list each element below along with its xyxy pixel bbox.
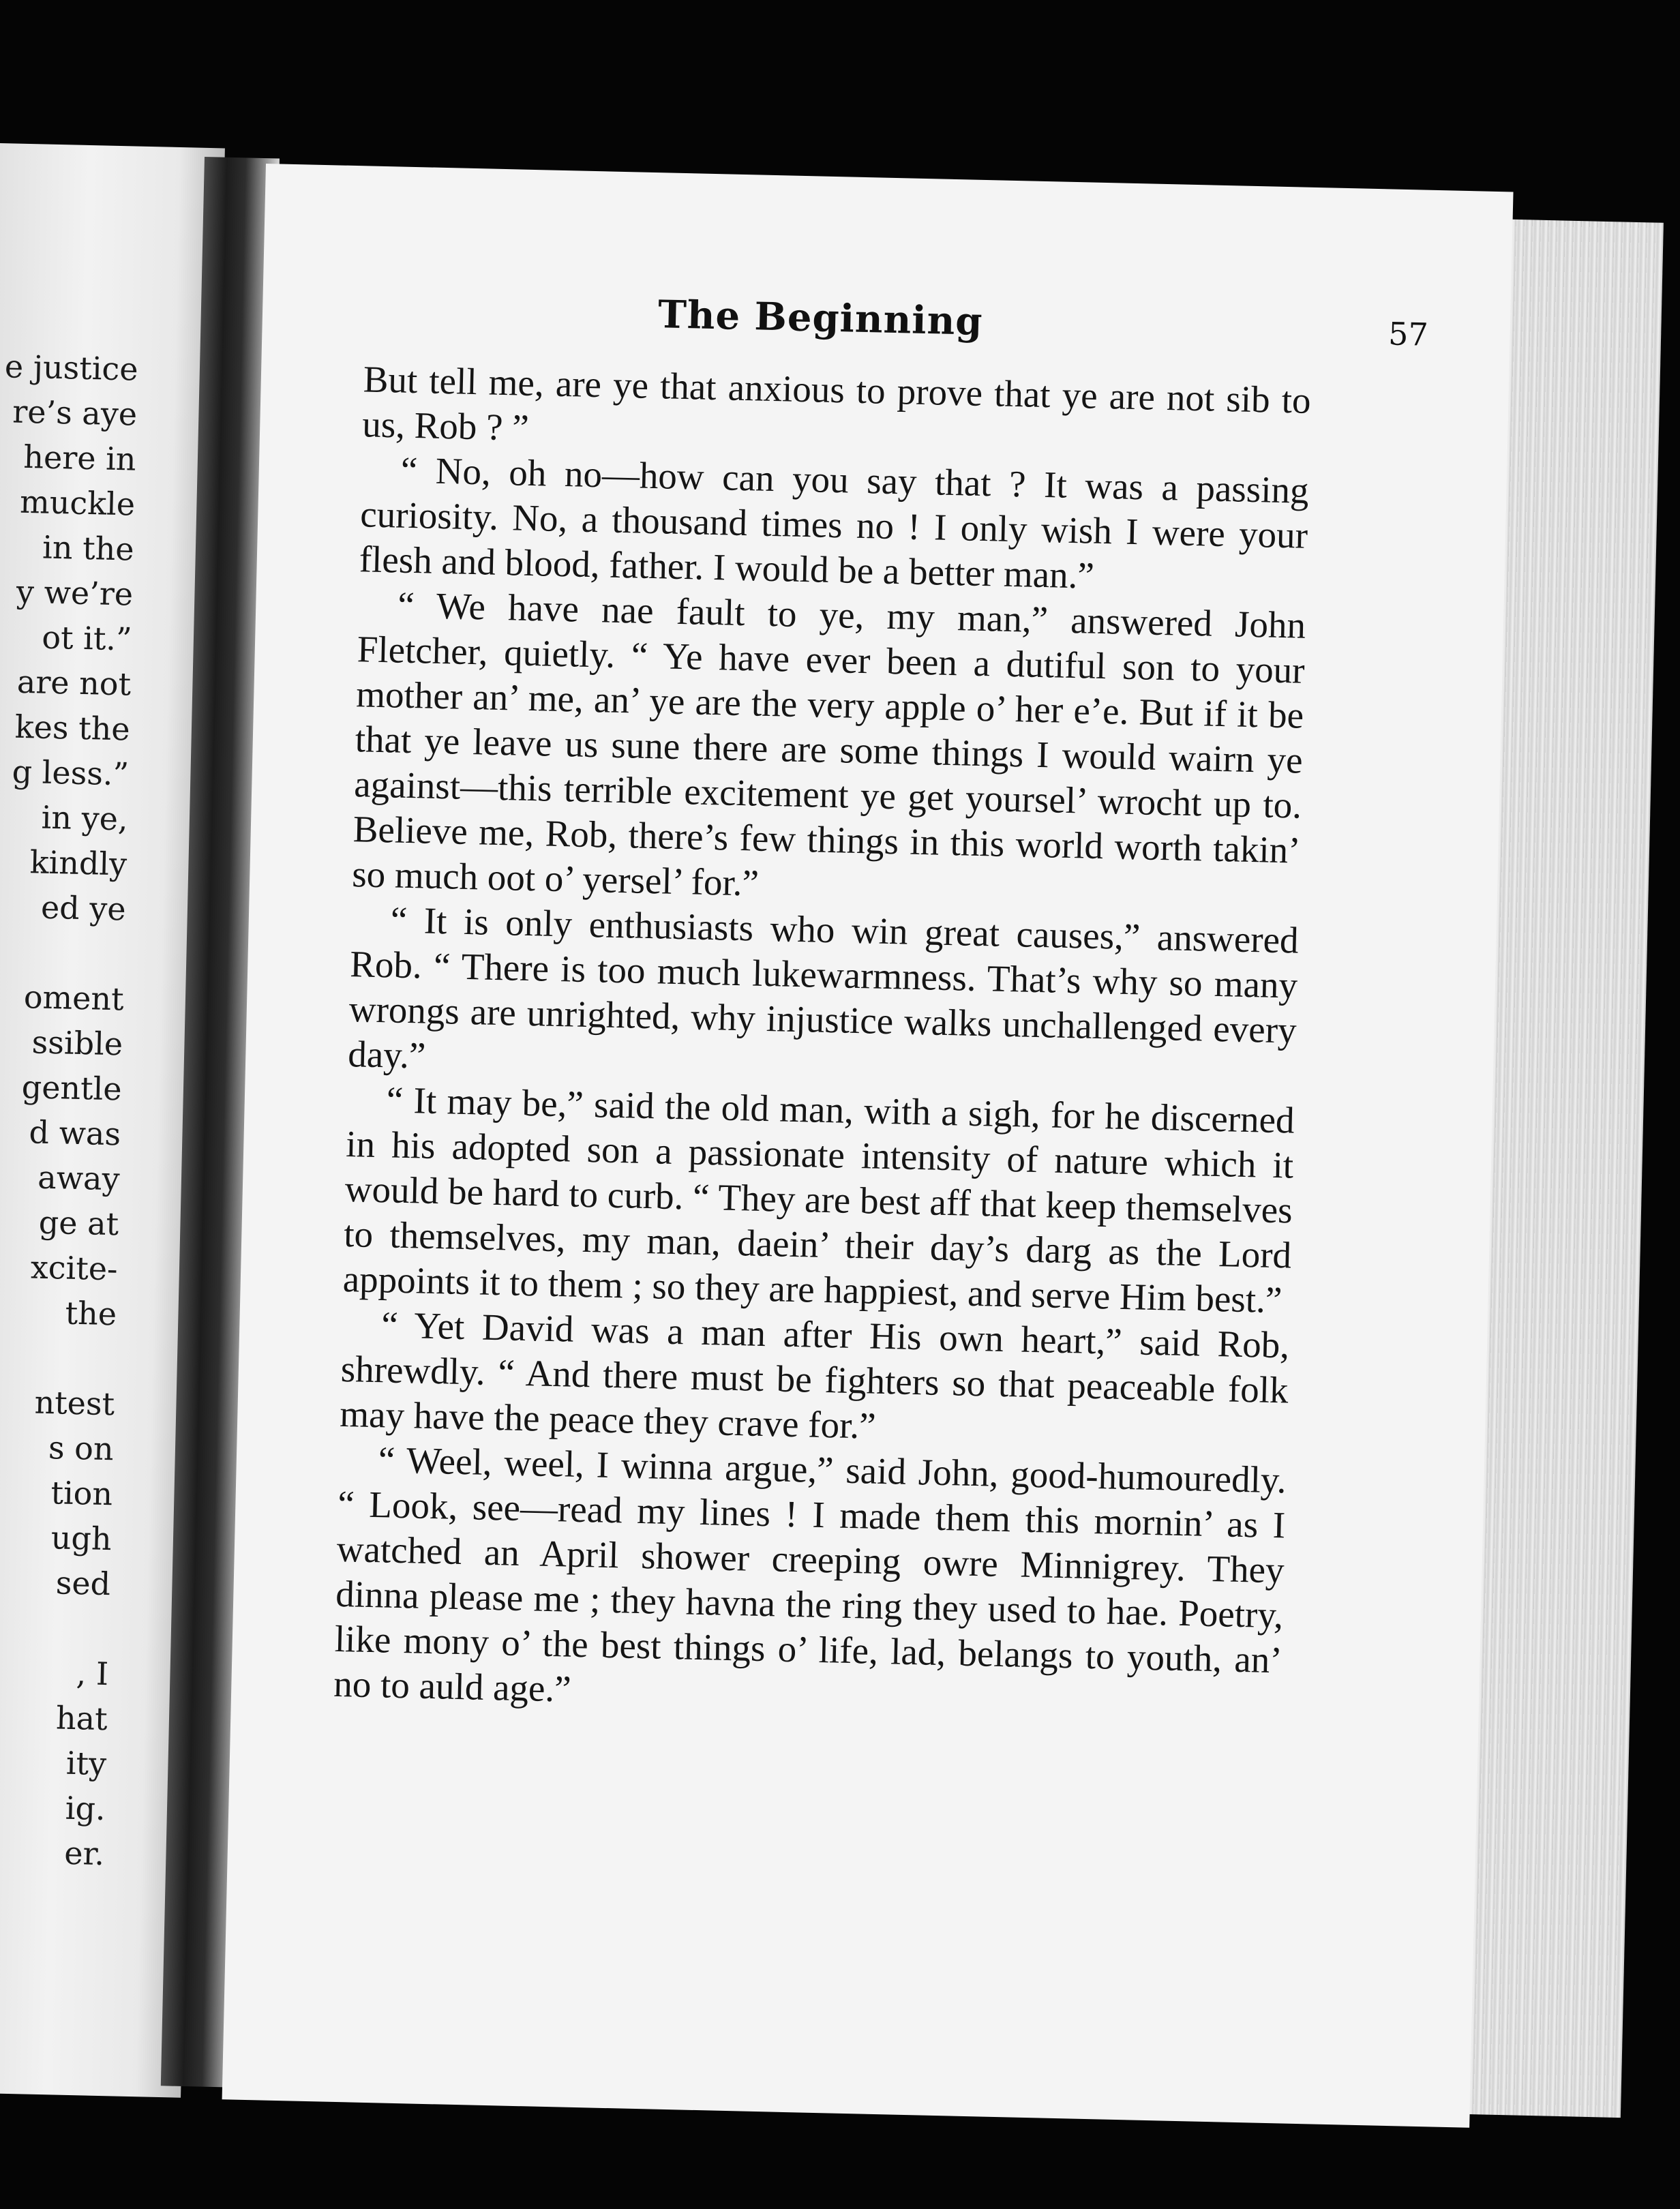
previous-page-line: tion	[50, 1474, 113, 1513]
previous-page-line: in the	[42, 528, 135, 568]
paragraph: But tell me, are ye that anxious to prove that ye are not sib to us, Rob ? ”	[361, 358, 1312, 449]
previous-page-line: ity	[65, 1744, 107, 1783]
previous-page-line: , I	[76, 1655, 109, 1693]
previous-page-line: the	[65, 1294, 117, 1333]
paragraph: “ We have nae fault to ye, my man,” answered John Fletcher, quietly. “ Ye have ever been a dutiful son to your mother an’ me, an’ ye are the very apple o’ her e’e. But if it be that ye leave us sune there are some things I would wairn ye against—this terrible excitement ye get yoursel’ wrocht up to. Believe me, Rob, there’s few things in this world worth takin’ so much oot o’ yersel’ for.”	[351, 584, 1306, 904]
previous-page-line: xcite-	[30, 1248, 119, 1288]
previous-page-line: y we’re	[16, 573, 134, 613]
previous-page-line: in ye,	[41, 798, 129, 838]
previous-page-line: gentle	[21, 1068, 123, 1108]
previous-page-line: e justice	[4, 348, 139, 388]
previous-page-line: ntest	[34, 1383, 115, 1423]
previous-page-line: d was	[29, 1113, 121, 1153]
paragraph: “ It is only enthusiasts who win great causes,” answered Rob. “ There is too much lukewarmness. That’s why so many wrongs are unrighted, why injustice walks unchallenged every day.”	[347, 899, 1300, 1077]
previous-page-line: oment	[23, 978, 125, 1018]
previous-page-line: ed ye	[40, 888, 127, 928]
previous-page-line: muckle	[19, 483, 136, 523]
page-number: 57	[1388, 315, 1429, 353]
previous-page-line: kes the	[14, 708, 131, 748]
previous-page-text	[0, 348, 139, 1873]
previous-page-line: re’s aye	[12, 393, 138, 433]
page-body	[333, 357, 1312, 1728]
previous-page-line: er.	[63, 1834, 105, 1873]
running-head: The Beginning	[657, 292, 984, 344]
paragraph: “ Yet David was a man after His own heart,” said Rob, shrewdly. “ And there must be fighters so that peaceable folk may have the peace they crave for.”	[339, 1304, 1290, 1447]
previous-page-line: sed	[55, 1564, 111, 1603]
previous-page-line: here in	[22, 438, 137, 478]
previous-page-line: s on	[48, 1429, 115, 1468]
current-page	[222, 164, 1514, 2128]
previous-page-line: ugh	[50, 1519, 112, 1558]
previous-page-line: ge at	[38, 1203, 119, 1243]
paragraph: “ Weel, weel, I winna argue,” said John, good-humouredly. “ Look, see—read my lines ! I made them this mornin’ as I watched an April shower creeping owre Minnigrey. They dinna please me ; they havna the ring they used to hae. Poetry, like mony o’ the best things o’ life, lad, belangs to youth, an’ no to auld age.”	[333, 1439, 1287, 1710]
previous-page-line: ot it.”	[41, 618, 133, 658]
previous-page-line: g less.”	[12, 753, 130, 793]
previous-page-line: hat	[55, 1699, 108, 1738]
previous-page-line: are not	[16, 663, 132, 703]
previous-page-line: ig.	[65, 1789, 106, 1828]
previous-page-line: kindly	[29, 843, 127, 883]
previous-page-line: ssible	[31, 1023, 123, 1063]
previous-page-line: away	[37, 1158, 121, 1198]
paragraph: “ No, oh no—how can you say that ? It was a passing curiosity. No, a thousand times no ! I only wish I were your flesh and blood, father. I would be a better man.”	[359, 449, 1310, 597]
paragraph: “ It may be,” said the old man, with a sigh, for he discerned in his adopted son a passionate intensity of nature which it would be hard to curb. “ They are best aff that keep themselves to themselves, my man, daein’ their day’s darg as the Lord appoints it to them ; so they are happiest, and serve Him best.”	[342, 1079, 1295, 1321]
